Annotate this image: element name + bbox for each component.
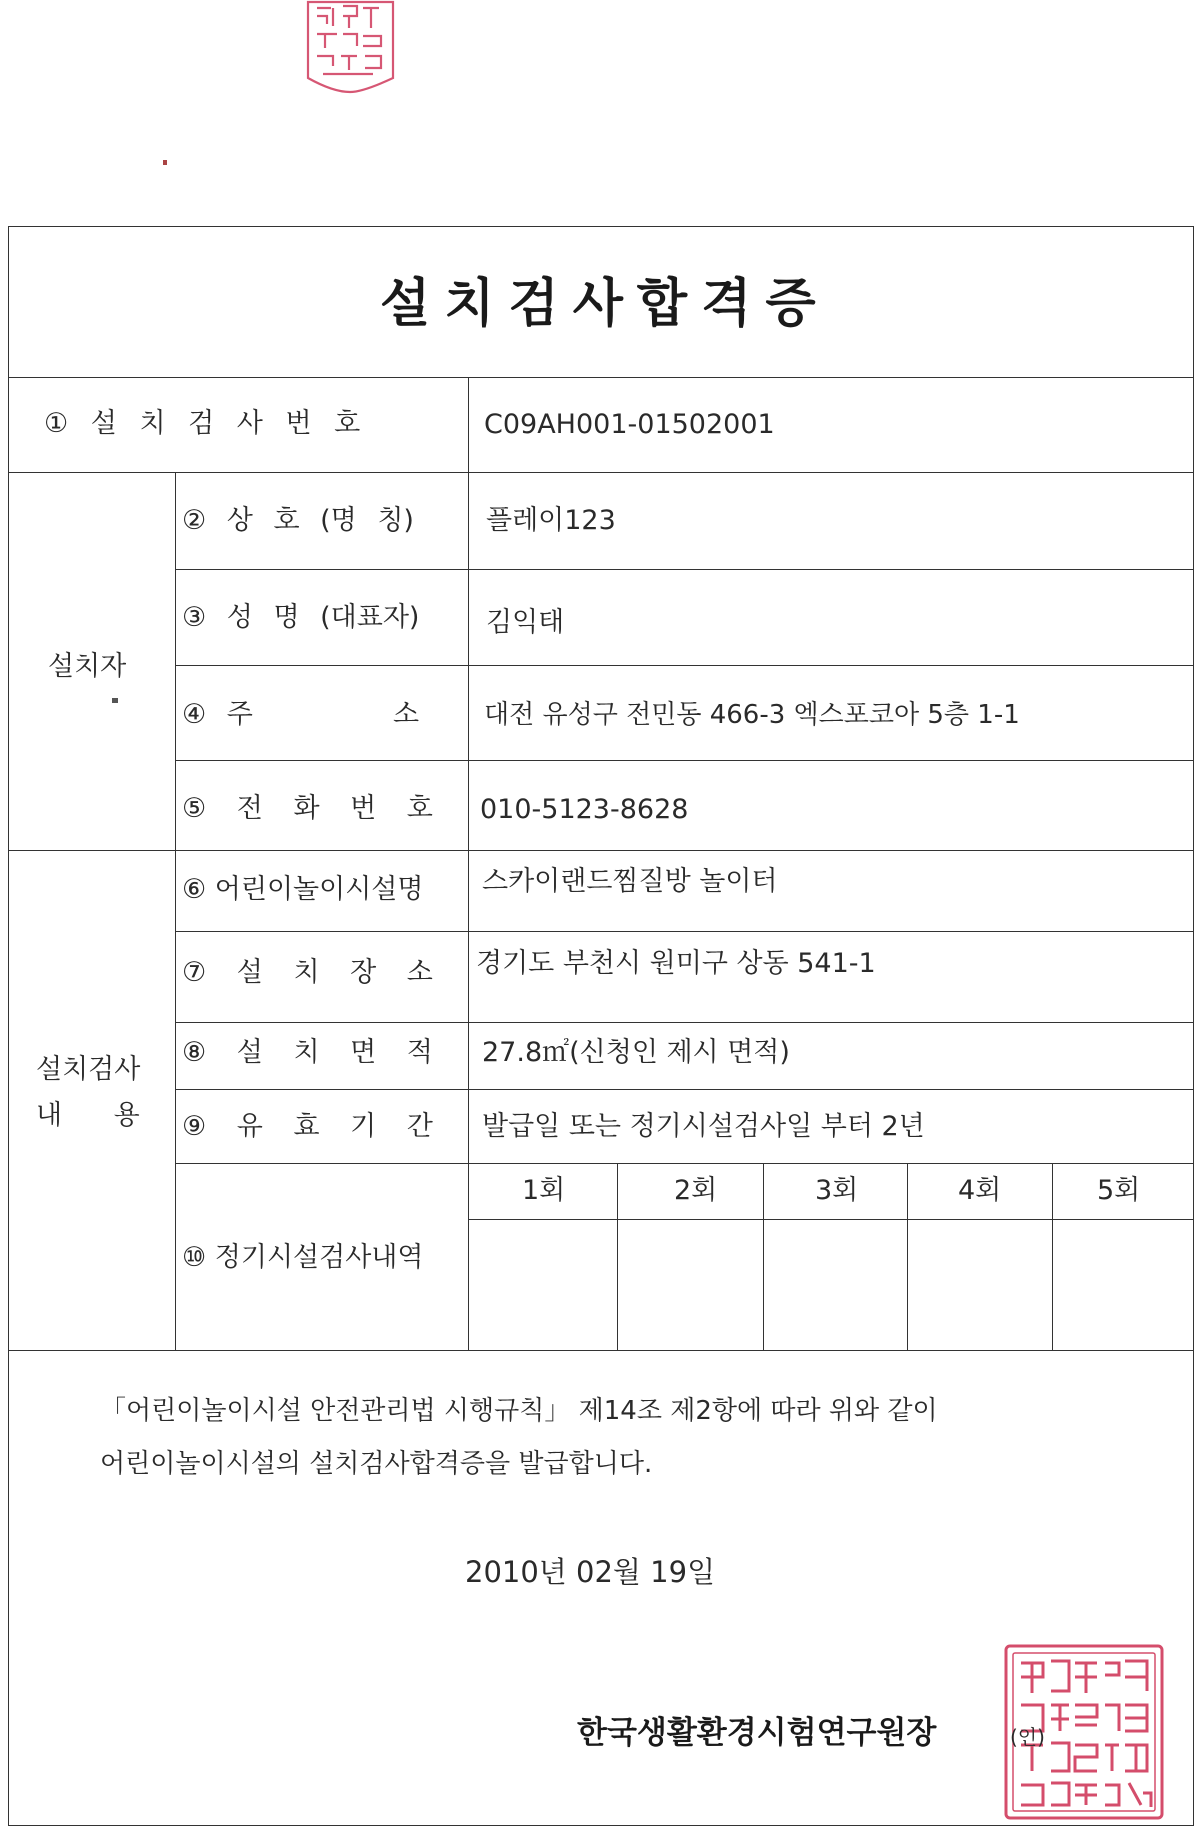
top-seal-stamp (303, 0, 398, 95)
company-name-label: ② 상 호 (명 칭) (182, 505, 414, 536)
location-value: 경기도 부천시 원미구 상동 541-1 (476, 948, 876, 979)
inspection-number-label: ① 설 치 검 사 번 호 (44, 408, 361, 439)
phone-value: 010-5123-8628 (480, 794, 689, 825)
company-name-value: 플레이123 (486, 505, 616, 536)
periodic-round-3: 3회 (815, 1175, 859, 1206)
validity-value: 발급일 또는 정기시설검사일 부터 2년 (482, 1111, 925, 1142)
facility-name-value: 스카이랜드찜질방 놀이터 (482, 866, 778, 897)
area-label: ⑧ 설 치 면 적 (182, 1037, 433, 1068)
periodic-round-4: 4회 (958, 1175, 1002, 1206)
inspection-group-label-line1: 설치검사 (36, 1054, 141, 1085)
dot-mark (112, 698, 118, 703)
seal-mark: (인) (1010, 1725, 1045, 1749)
inspection-number-value: C09AH001-01502001 (484, 409, 775, 440)
address-value: 대전 유성구 전민동 466-3 엑스포코아 5층 1-1 (484, 700, 1020, 730)
location-label: ⑦ 설 치 장 소 (182, 957, 433, 988)
periodic-inspection-label: ⑩ 정기시설검사내역 (182, 1242, 424, 1273)
certificate-title: 설치검사합격증 (380, 274, 830, 334)
periodic-round-2: 2회 (674, 1175, 718, 1206)
facility-name-label: ⑥ 어린이놀이시설명 (182, 874, 424, 905)
address-label-end: 소 (393, 699, 420, 730)
inspection-group-label-line2: 내 용 (36, 1100, 140, 1131)
address-label-number: ④ 주 (182, 699, 253, 730)
periodic-round-1: 1회 (522, 1175, 566, 1206)
representative-value: 김익태 (486, 607, 565, 638)
installer-group-label: 설치자 (48, 651, 127, 682)
issuer-name: 한국생활환경시험연구원장 (577, 1715, 937, 1751)
area-value: 27.8㎡(신청인 제시 면적) (482, 1037, 790, 1068)
phone-label: ⑤ 전 화 번 호 (182, 793, 433, 824)
issue-date: 2010년 02월 19일 (465, 1555, 716, 1589)
periodic-round-5: 5회 (1097, 1175, 1141, 1206)
statement-line-2: 어린이놀이시설의 설치검사합격증을 발급합니다. (100, 1449, 653, 1479)
representative-label: ③ 성 명 (대표자) (182, 602, 420, 633)
validity-label: ⑨ 유 효 기 간 (182, 1111, 433, 1142)
stray-mark (163, 160, 167, 165)
statement-line-1: 「어린이놀이시설 안전관리법 시행규칙」 제14조 제2항에 따라 위와 같이 (100, 1396, 938, 1426)
